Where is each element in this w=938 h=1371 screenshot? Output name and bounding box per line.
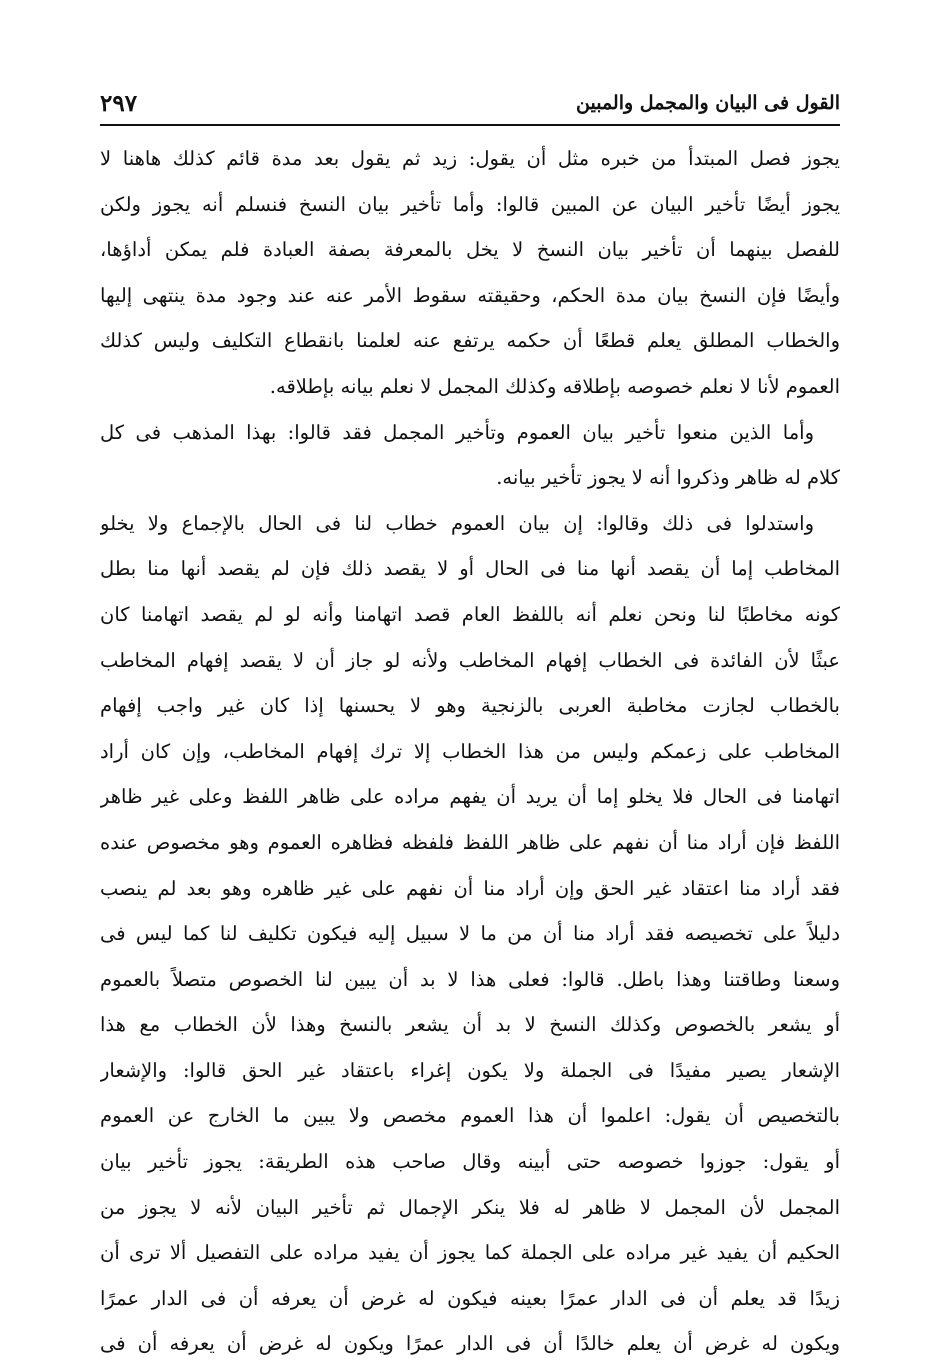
text-line: ويكون له غرض أن يعلم خالدًا أن فى الدار عمرًا ويكون له غرض أن يعرفه أن فى — [100, 1332, 840, 1356]
text-line: أو يشعر بالخصوص وكذلك النسخ لا بد أن يشعر بالنسخ وهذا لأن الخطاب مع هذا — [100, 1013, 840, 1037]
text-line: المجمل لأن المجمل لا ظاهر له فلا ينكر الإجمال ثم تأخير البيان لأنه لا يجوز من — [100, 1195, 840, 1219]
text-line: للفصل بينهما أن تأخير بيان النسخ لا يخل بالمعرفة بصفة العبادة فلم يمكن أداؤها، — [100, 238, 840, 262]
text-line: كونه مخاطبًا لنا ونحن نعلم أنه باللفظ العام قصد اتهامنا وأنه لو لم يقصد اتهامنا كان — [100, 602, 840, 626]
running-title: القول فى البيان والمجمل والمبين — [576, 92, 840, 114]
text-line: وأيضًا فإن النسخ بيان مدة الحكم، وحقيقته سقوط الأمر عنه عند وجود مدة ينتهى إليها — [100, 283, 840, 307]
text-line: والخطاب المطلق يعلم قطعًا أن حكمه يرتفع عنه لعلمنا بانقطاع التكليف وليس كذلك — [100, 329, 840, 353]
header-rule — [100, 124, 840, 126]
text-line: يجوز أيضًا تأخير البيان عن المبين قالوا: وأما تأخير بيان النسخ فنسلم أنه يجوز ولكن — [100, 192, 840, 216]
text-line: المخاطب على زعمكم وليس من هذا الخطاب إلا ترك إفهام المخاطب، وإن كان أراد — [100, 739, 840, 763]
text-line: بالتخصيص أن يقول: اعلموا أن هذا العموم مخصص ولا يبين ما الخارج عن العموم — [100, 1104, 840, 1128]
text-line: العموم لأنا لا نعلم خصوصه بإطلاقه وكذلك المجمل لا نعلم بيانه بإطلاقه. — [269, 374, 840, 398]
page-number: ٢٩٧ — [100, 89, 138, 117]
text-line: كلام له ظاهر وذكروا أنه لا يجوز تأخير بيانه. — [496, 466, 840, 490]
text-line: الإشعار يصير مفيدًا فى الجملة ولا يكون إغراء باعتقاد غير الحق قالوا: والإشعار — [100, 1058, 840, 1082]
body-text — [100, 136, 840, 1367]
text-line: اللفظ فإن أراد منا أن نفهم على ظاهر اللفظ فلفظه فظاهره العموم وهو مخصوص عنده — [100, 830, 840, 854]
text-line: زيدًا قد يعلم أن فى الدار عمرًا بعينه فيكون له غرض أن يعرفه أن فى الدار عمرًا — [100, 1286, 840, 1310]
text-line: فقد أراد منا اعتقاد غير الحق وإن أراد منا أن نفهم على غير ظاهره وهو بعد لم ينصب — [100, 876, 840, 900]
text-line: عبثًا لأن الفائدة فى الخطاب إفهام المخاطب ولأنه لو جاز أن لا يقصد إفهام المخاطب — [100, 648, 840, 672]
text-line: بالخطاب لجازت مخاطبة العربى بالزنجية وهو لا يحسنها إذا كان غير واجب إفهام — [100, 694, 840, 718]
paragraph-start-line: واستدلوا فى ذلك وقالوا: إن بيان العموم خطاب لنا فى الحال بالإجماع ولا يخلو — [100, 511, 814, 535]
text-line: اتهامنا فى الحال فلا يخلو إما أن يريد أن يفهم مراده على ظاهر اللفظ وعلى غير ظاهر — [100, 785, 840, 809]
text-line: وسعنا وطاقتنا وهذا باطل. قالوا: فعلى هذا لا بد أن يبين لنا الخصوص متصلاً بالعموم — [100, 967, 840, 991]
text-line: يجوز فصل المبتدأ من خبره مثل أن يقول: زيد ثم يقول بعد مدة قائم كذلك هاهنا لا — [100, 147, 840, 170]
page-header — [100, 84, 840, 122]
text-line: أو يقول: جوزوا خصوصه حتى أبينه وقال صاحب هذه الطريقة: يجوز تأخير بيان — [100, 1150, 840, 1174]
text-line: المخاطب إما أن يقصد أنها منا فى الحال أو لا يقصد ذلك فإن لم يقصد أنها منا بطل — [100, 557, 840, 581]
text-line: الحكيم أن يفيد غير مراده على الجملة كما يجوز أن يفيد مراده على التفصيل ألا ترى أن — [100, 1241, 840, 1265]
text-line: دليلاً على تخصيصه فقد أراد منا أن من ما لا سبيل إليه فيكون تكليف لنا كما ليس فى — [100, 922, 840, 946]
paragraph-start-line: وأما الذين منعوا تأخير بيان العموم وتأخير المجمل فقد قالوا: بهذا المذهب فى كل — [100, 420, 814, 444]
